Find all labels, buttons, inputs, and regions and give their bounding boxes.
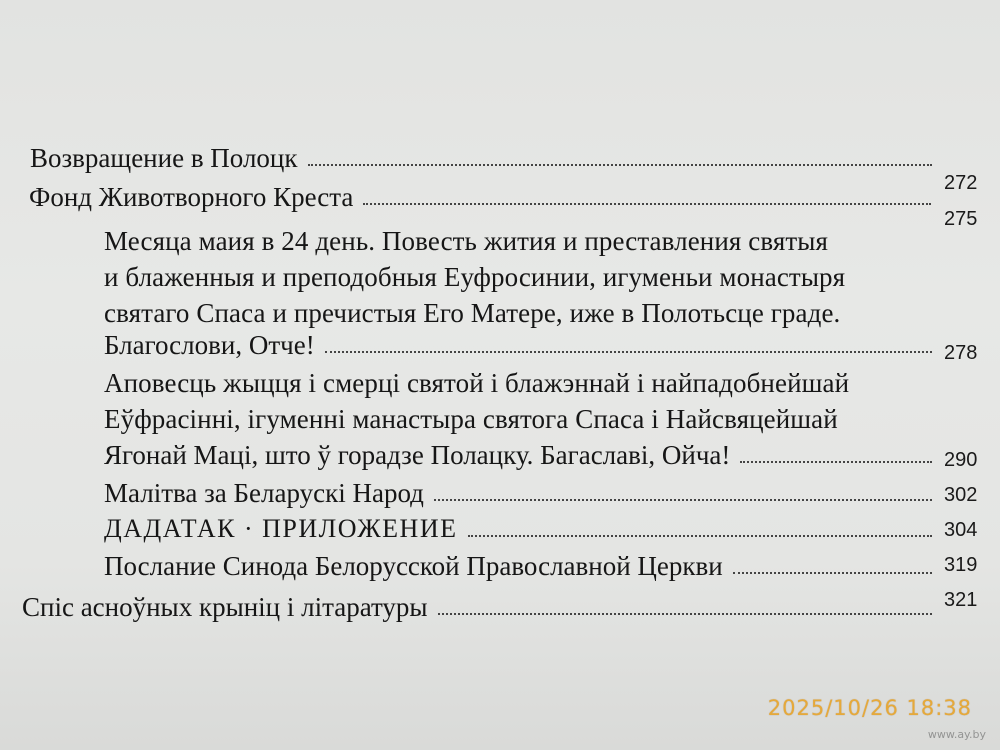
toc-entry-title: ДАДАТАК · ПРИЛОЖЕНИЕ bbox=[104, 514, 458, 543]
dot-leader bbox=[740, 461, 932, 463]
dot-leader bbox=[363, 203, 931, 205]
dot-leader bbox=[325, 351, 932, 353]
toc-entry-line: Еўфрасінні, ігуменні манастыра святога Спаса і Найсвяцейшай bbox=[104, 404, 838, 434]
toc-entry-appendix bbox=[104, 514, 938, 544]
dot-leader bbox=[438, 613, 932, 615]
toc-entry-synod-message bbox=[104, 551, 938, 581]
toc-entry-title: Возвращение в Полоцк bbox=[30, 143, 298, 173]
toc-entry-title: Малітва за Беларускі Народ bbox=[104, 478, 424, 508]
toc-entry-bibliography bbox=[22, 592, 938, 622]
toc-entry-title: Послание Синода Белорусской Православной Церкви bbox=[104, 551, 723, 581]
toc-entry-prayer-for-belarusian-people bbox=[104, 478, 938, 508]
toc-entry-life-of-euphrosyne bbox=[104, 330, 938, 360]
toc-entry-title: Ягонай Маці, што ў горадзе Полацку. Багаславі, Ойча! bbox=[104, 440, 731, 470]
toc-entry-line: Аповесць жыцця і смерці святой і блажэннай і найпадобнейшай bbox=[104, 368, 850, 398]
toc-entry-title: Спіс асноўных крыніц і літаратуры bbox=[22, 592, 428, 622]
toc-page-number: 290 bbox=[944, 449, 978, 471]
toc-page-number: 302 bbox=[944, 484, 978, 506]
toc-page-number: 272 bbox=[944, 172, 978, 194]
toc-page-number: 321 bbox=[944, 589, 978, 611]
site-watermark: www.ay.by bbox=[927, 728, 986, 741]
toc-entry-life-giving-cross-fund bbox=[29, 182, 937, 212]
photo-timestamp: 2025/10/26 18:38 bbox=[767, 696, 972, 720]
toc-entry-return-to-polotsk bbox=[30, 143, 938, 173]
toc-page-number: 304 bbox=[944, 519, 978, 541]
toc-entry-title: Благослови, Отче! bbox=[104, 330, 315, 360]
dot-leader bbox=[308, 164, 933, 166]
toc-page-number: 319 bbox=[944, 554, 978, 576]
toc-entry-tale-of-eufrasinnia bbox=[104, 440, 938, 470]
dot-leader bbox=[733, 572, 932, 574]
dot-leader bbox=[468, 535, 933, 537]
toc-page-number: 275 bbox=[944, 208, 978, 230]
toc-page-number: 278 bbox=[944, 342, 978, 364]
toc-entry-line: святаго Спаса и пречистыя Его Матере, иже в Полотьсце граде. bbox=[104, 298, 841, 328]
toc-entry-line: Месяца маия в 24 день. Повесть жития и преставления святыя bbox=[104, 226, 829, 256]
dot-leader bbox=[434, 499, 932, 501]
toc-entry-title: Фонд Животворного Креста bbox=[29, 182, 354, 212]
toc-entry-line: и блаженныя и преподобныя Еуфросинии, игуменьи монастыря bbox=[104, 262, 846, 292]
